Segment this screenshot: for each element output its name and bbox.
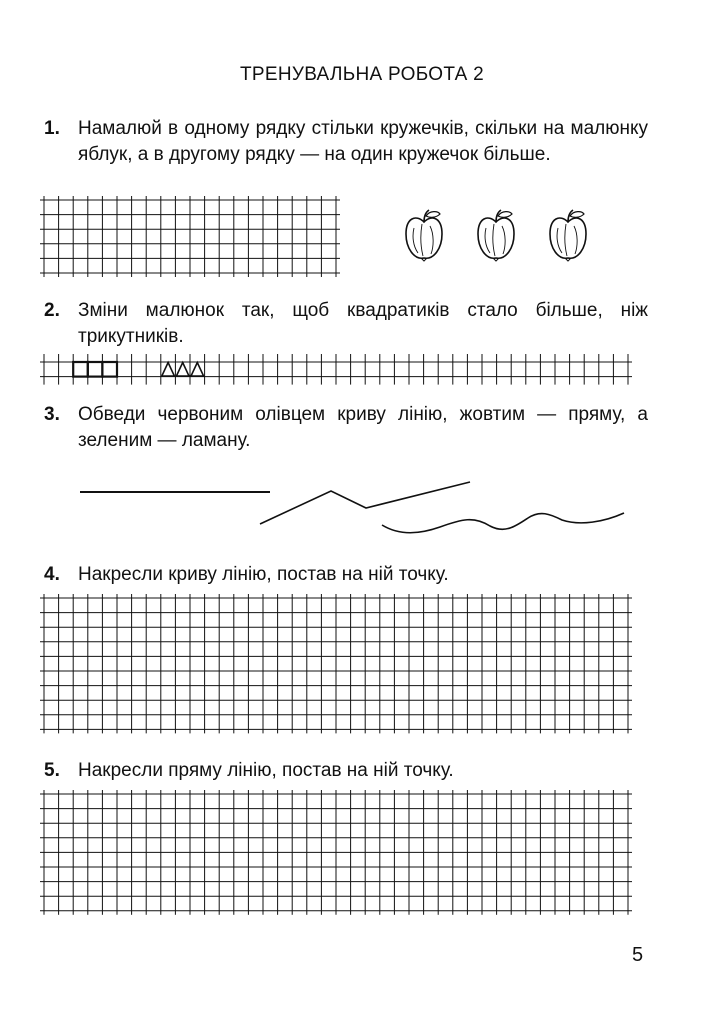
task-text: Накресли криву лінію, постав на ній точку. <box>78 564 449 585</box>
task-3 <box>44 402 650 456</box>
task-4 <box>44 562 650 590</box>
task-text: Намалюй в одному рядку стільки кружечків, скільки на малюнку яблук, а в другому рядку — на один кружечок більше. <box>78 118 648 165</box>
square-shape <box>73 362 88 377</box>
apple-group <box>396 206 596 266</box>
apple-icon <box>550 210 586 261</box>
grid-lines <box>40 790 632 915</box>
task-text: Зміни малюнок так, щоб квадратиків стало більше, ніж трикутників. <box>78 300 648 347</box>
square-shape <box>102 362 117 377</box>
triangle-shape <box>191 363 204 377</box>
grid-lines <box>40 354 632 385</box>
grid-task-5[interactable] <box>40 790 652 916</box>
task-text: Обведи червоним олівцем криву лінію, жовтим — пряму, а зеленим — ламану. <box>78 404 648 451</box>
broken-line[interactable] <box>260 482 470 524</box>
grid-task-1[interactable] <box>40 196 350 278</box>
curved-line[interactable] <box>382 513 624 533</box>
task-2 <box>44 298 650 352</box>
lines-figure <box>0 470 724 540</box>
task-text: Накресли пряму лінію, постав на ній точку. <box>78 760 454 781</box>
task-number: 2. <box>44 300 60 321</box>
grid-task-2[interactable] <box>40 352 652 386</box>
grid-lines <box>40 196 340 277</box>
page-number: 5 <box>632 944 644 966</box>
task-1 <box>44 116 650 196</box>
task-number: 3. <box>44 404 60 425</box>
task-number: 4. <box>44 564 60 585</box>
triangle-shape <box>162 363 175 377</box>
apple-icon <box>406 210 442 261</box>
task-5 <box>44 758 650 786</box>
triangle-shape <box>176 363 189 377</box>
square-shape <box>88 362 103 377</box>
grid-task-4[interactable] <box>40 594 652 734</box>
grid-lines <box>40 594 632 733</box>
page-title: ТРЕНУВАЛЬНА РОБОТА 2 <box>239 64 485 85</box>
apple-icon <box>478 210 514 261</box>
task-number: 5. <box>44 760 60 781</box>
task-number: 1. <box>44 118 60 139</box>
